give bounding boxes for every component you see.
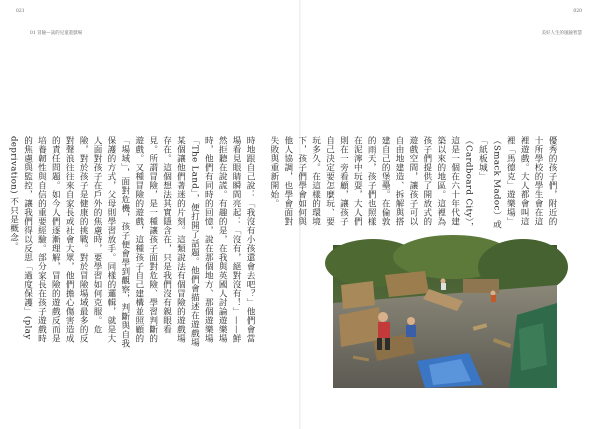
playground-photo-image <box>333 245 557 388</box>
right-page-body: 優秀的孩子們，附近的十所學校的學生會在這裡遊戲。大人都會叫這裡「馬德克」遊樂場」（Smack Madoc）或「紙板城」（Cardboard City），這是一個在六十年代建築以來的地區。這裡為孩子們提供了開放式的遊戲空間，讓孩子可以自由地建造、拆解與搭建自己的堡壘。在倫敦的雨天，孩子們也照樣在泥濘中玩耍，大人們則在一旁看顧，讓孩子自己決定要怎麼玩、要玩多久。在這樣的環境下，孩子們學會如何與他人協調，也學會面對失敗與重新開始。 <box>268 136 557 232</box>
left-page-number: 021 <box>16 9 25 14</box>
left-running-title: 01 冒險—試的兒童遊戲場 <box>30 31 83 36</box>
right-page-number: 020 <box>573 9 582 14</box>
playground-photo <box>333 245 557 388</box>
left-page-body: 時地跟自己說：「我沒有小孩還會去吧？」他們會當場看見眼睛瞬間亮起：「沒有，絕對沒有！」——鮮然拒聽在說謊。有趣的是，在我與英國人討論遊樂場時，他們有同時的回憶，說在那個地方、那個遊樂場「The Land」，便打開了話題。他們會描述在遊戲場某個讓他們著迷的片刻。這類說法有個冒險的遊戲場存在。這個想法其實隱含在，只是我們沒有親眼看見。所謂冒險，是一種讓孩子面對危險、學習判斷的遊戲。又種冒險的遊戲，這種孩子自己建構並照顧的「場域」，面對危機，孩子便會學到觀察，判斷與自我保護的方式，父母則學習放手。同樣的邏輯，就是大人面對孩子在戶外的焦慮時，要學習如何克服。危險，對於孩子是健康的挑戰。對於冒險場域最多的反對聲浪往往來自家長或社會大眾，他們擔心傷害造成的責任問題。如今人們逐漸理解，冒險的遊戲反而是培養韌性與自信的重要經驗。部分家長在孩子遊戲時的焦慮與監控，讓我們得以反思「過度保護」(play deprivation) 不只是概念。 <box>8 136 255 348</box>
right-running-title: 美好人生的風險智慧 <box>541 31 582 36</box>
